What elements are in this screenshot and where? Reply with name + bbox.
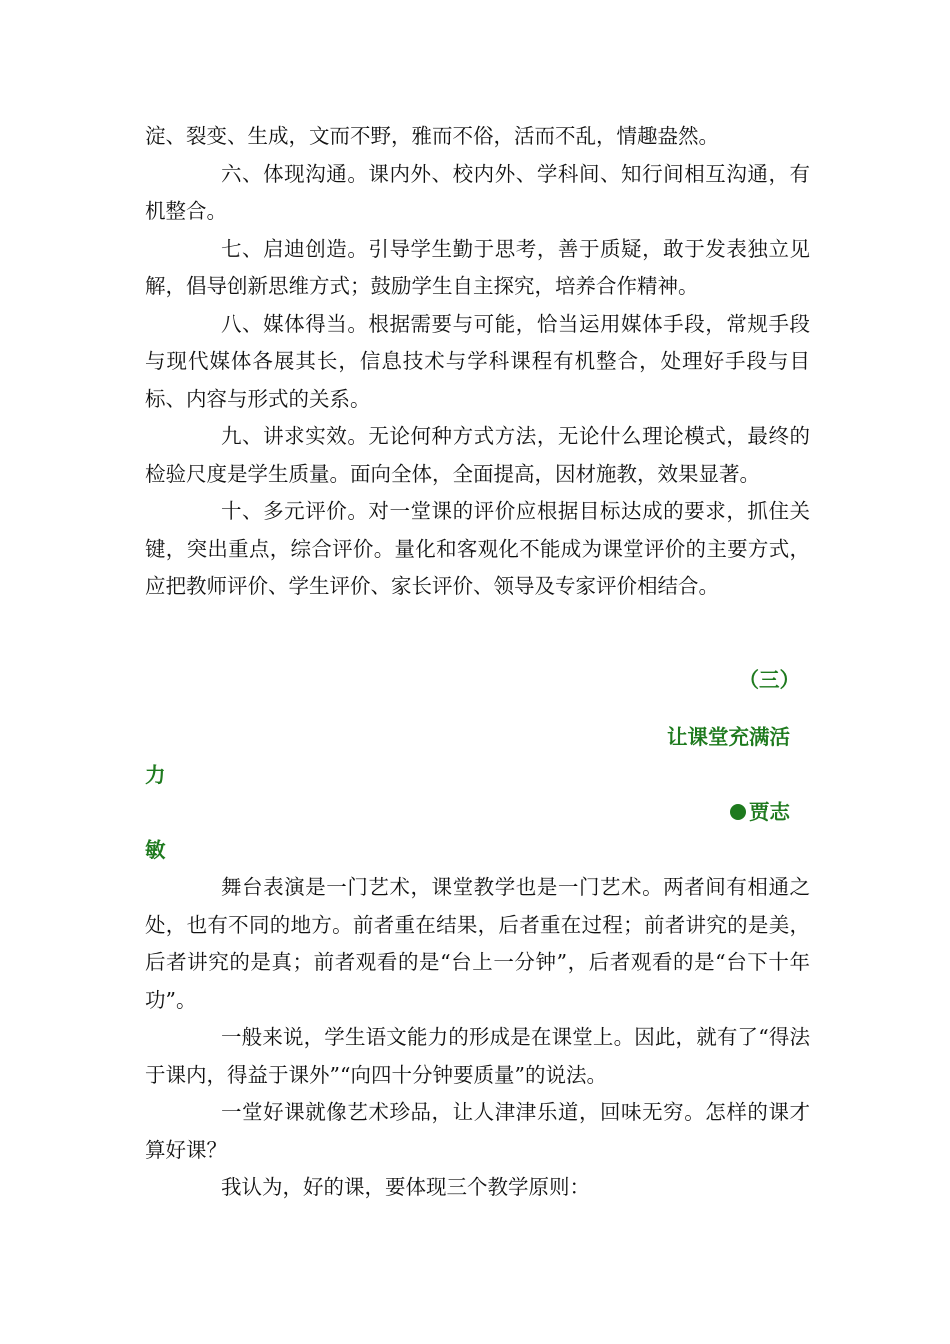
document-body xyxy=(145,118,810,1207)
paragraph-body-4: 我认为，好的课，要体现三个教学原则： xyxy=(221,1175,590,1199)
paragraph-continued: 淀、裂变、生成，文而不野，雅而不俗，活而不乱，情趣盎然。 xyxy=(145,124,719,148)
paragraph-item-10: 十、多元评价。对一堂课的评价应根据目标达成的要求，抓住关键，突出重点，综合评价。量化和客观化不能成为课堂评价的主要方式，应把教师评价、学生评价、家长评价、领导及专家评价相结合。 xyxy=(145,499,810,598)
paragraph-body-2: 一般来说，学生语文能力的形成是在课堂上。因此，就有了“得法于课内，得益于课外”“向四十分钟要质量”的说法。 xyxy=(145,1025,810,1087)
paragraph-item-6: 六、体现沟通。课内外、校内外、学科间、知行间相互沟通，有机整合。 xyxy=(145,161,810,223)
filled-circle-bullet-icon xyxy=(730,804,746,820)
section-title-line2: 力 xyxy=(145,762,166,787)
author-line1 xyxy=(145,794,810,832)
paragraph-body-3: 一堂好课就像艺术珍品，让人津津乐道，回味无穷。怎样的课才算好课？ xyxy=(145,1100,810,1162)
section-number: （三） xyxy=(738,667,800,692)
paragraph-item-9: 九、讲求实效。无论何种方式方法，无论什么理论模式，最终的检验尺度是学生质量。面向全体，全面提高，因材施教，效果显著。 xyxy=(145,424,810,486)
paragraph-item-7: 七、启迪创造。引导学生勤于思考，善于质疑，敢于发表独立见解，倡导创新思维方式；鼓励学生自主探究，培养合作精神。 xyxy=(145,236,810,298)
paragraph-item-8: 八、媒体得当。根据需要与可能，恰当运用媒体手段，常规手段与现代媒体各展其长，信息技术与学科课程有机整合，处理好手段与目标、内容与形式的关系。 xyxy=(145,311,810,411)
author-name-part1: 贾志 xyxy=(749,800,790,824)
paragraph-body-1: 舞台表演是一门艺术，课堂教学也是一门艺术。两者间有相通之处，也有不同的地方。前者重在结果，后者重在过程；前者讲究的是美，后者讲究的是真；前者观看的是“台上一分钟”，后者观看的是“台下十年功”。 xyxy=(145,875,810,1012)
section-title-line1: 让课堂充满活 xyxy=(667,725,790,749)
section-spacer xyxy=(145,606,810,662)
author-line2: 敏 xyxy=(145,837,166,862)
